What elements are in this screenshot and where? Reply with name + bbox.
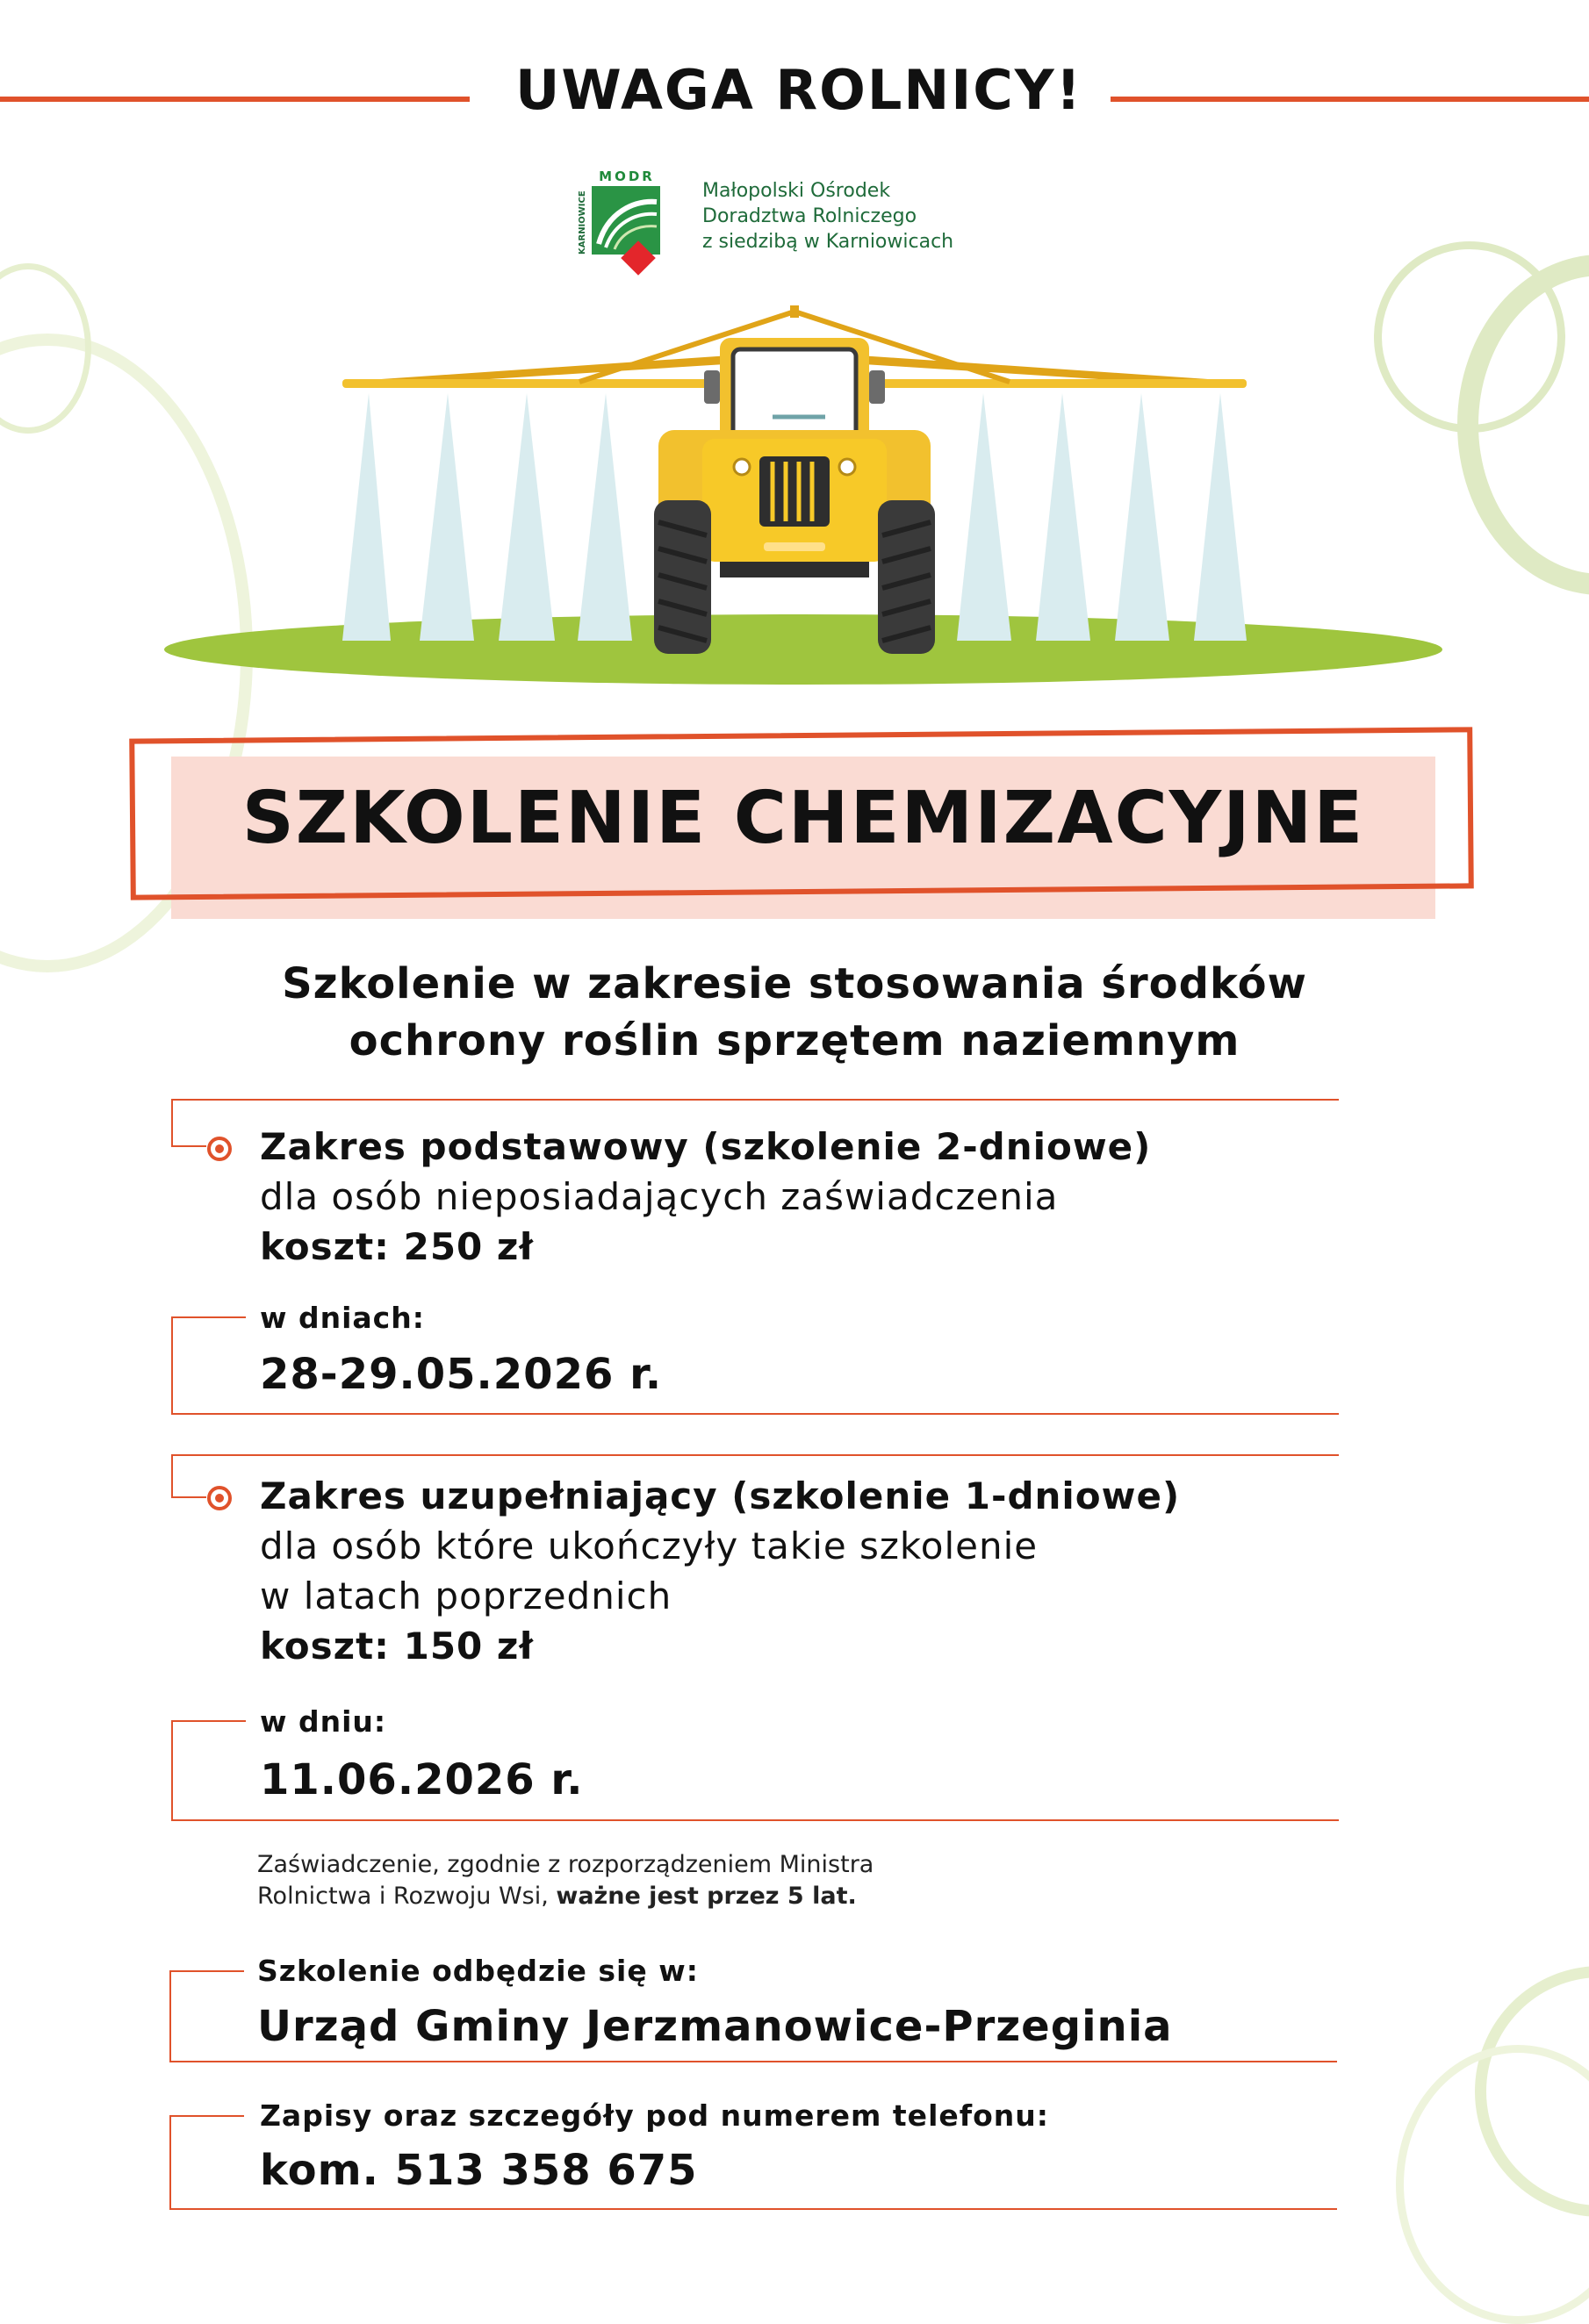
validity-note-line-1: Zaświadczenie, zgodnie z rozporządzeniem Ministra (257, 1851, 874, 1878)
validity-note-line-2-normal: Rolnictwa i Rozwoju Wsi, (257, 1883, 557, 1910)
validity-note-line-2-bold: ważne jest przez 5 lat. (556, 1883, 857, 1910)
supplementary-heading: Zakres uzupełniający (szkolenie 1-dniowe) (260, 1474, 1181, 1517)
location-frame-top (169, 1970, 244, 1972)
organization-name (702, 178, 953, 255)
basic-bullet-icon (207, 1137, 232, 1161)
supplementary-date-value: 11.06.2026 r. (260, 1755, 584, 1804)
validity-note (257, 1849, 874, 1912)
contact-label: Zapisy oraz szczegóły pod numerem telefonu: (260, 2098, 1049, 2133)
header-line-right (1111, 97, 1589, 102)
supplementary-description: dla osób które ukończyły takie szkolenie (260, 1524, 1039, 1567)
training-subtitle-line: ochrony roślin sprzętem naziemnym (349, 1016, 1240, 1065)
contact-frame-top (169, 2115, 244, 2117)
organization-logo (572, 169, 665, 281)
basic-date-frame-top (171, 1316, 246, 1318)
basic-date-label: w dniach: (260, 1301, 425, 1335)
decorative-ring-right-bottom-2 (1396, 2045, 1589, 2324)
organization-name-line: Małopolski Ośrodek (702, 180, 891, 202)
supplementary-section-connector (171, 1496, 206, 1498)
supplementary-description: w latach poprzednich (260, 1574, 672, 1617)
organization-name-line: z siedzibą w Karniowicach (702, 231, 954, 253)
location-label: Szkolenie odbędzie się w: (257, 1954, 699, 1988)
tractor-sprayer-illustration (158, 298, 1457, 693)
validity-note-line-2 (257, 1881, 874, 1912)
header-line-left (0, 97, 470, 102)
logo-side-text: KARNIOWICE (578, 190, 587, 255)
logo-text: MODR (599, 169, 655, 184)
header-title: UWAGA ROLNICY! (515, 58, 1082, 122)
basic-cost: koszt: 250 zł (260, 1225, 534, 1268)
basic-heading: Zakres podstawowy (szkolenie 2-dniowe) (260, 1125, 1152, 1168)
organization-name-line: Doradztwa Rolniczego (702, 205, 917, 227)
supplementary-cost: koszt: 150 zł (260, 1625, 534, 1668)
basic-section-connector (171, 1145, 206, 1147)
supplementary-date-label: w dniu: (260, 1704, 387, 1739)
basic-date-value: 28-29.05.2026 r. (260, 1350, 663, 1399)
supplementary-date-frame-top (171, 1720, 246, 1722)
location-value: Urząd Gminy Jerzmanowice-Przeginia (257, 2002, 1173, 2051)
basic-description: dla osób nieposiadających zaświadczenia (260, 1175, 1059, 1218)
supplementary-bullet-icon (207, 1486, 232, 1510)
training-subtitle-line: Szkolenie w zakresie stosowania środków (282, 959, 1307, 1008)
training-title: SZKOLENIE CHEMIZACYJNE (241, 777, 1365, 860)
contact-phone[interactable]: kom. 513 358 675 (260, 2146, 698, 2195)
